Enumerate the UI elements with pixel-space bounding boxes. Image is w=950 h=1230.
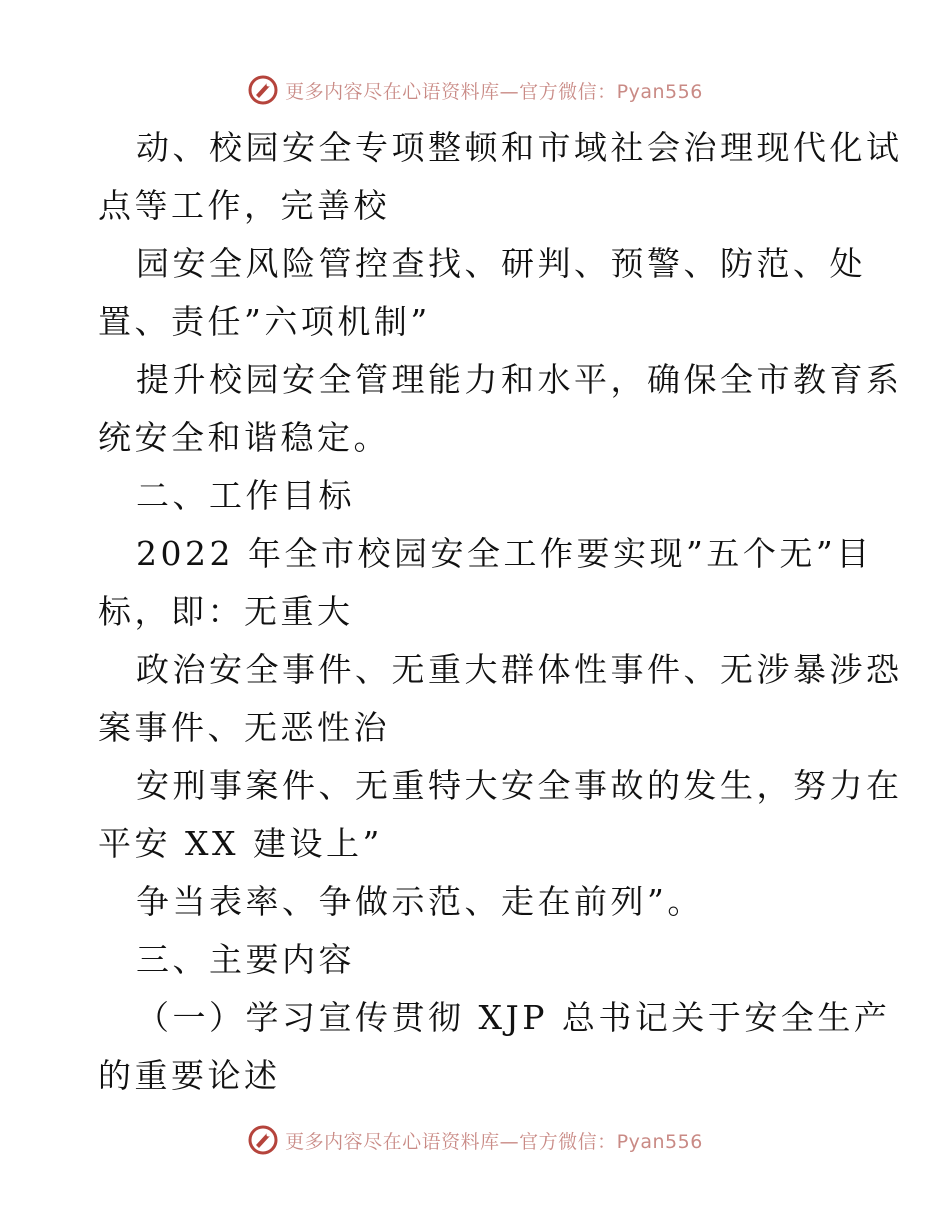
text-line: 政治安全事件、无重大群体性事件、无涉暴涉恐: [136, 650, 903, 689]
text-line: 的重要论述: [98, 1056, 281, 1095]
header-watermark: [0, 70, 950, 110]
text-line: 点等工作，完善校: [98, 186, 390, 225]
watermark-text: 更多内容尽在心语资料库—官方微信：Pyan556: [285, 1130, 703, 1153]
text-line: 案事件、无恶性治: [98, 708, 390, 747]
watermark-text: 更多内容尽在心语资料库—官方微信：Pyan556: [285, 80, 703, 103]
text-line: 提升校园安全管理能力和水平，确保全市教育系: [136, 360, 903, 399]
text-line: 平安 XX 建设上”: [98, 824, 383, 863]
seal-logo-icon: [247, 74, 279, 106]
text-line: 争当表率、争做示范、走在前列”。: [136, 882, 704, 921]
section-heading: 二、工作目标: [136, 476, 355, 515]
text-line: 统安全和谐稳定。: [98, 418, 390, 457]
text-line: 标，即：无重大: [98, 592, 354, 631]
document-body: [98, 119, 903, 1105]
text-line: 2022 年全市校园安全工作要实现”五个无”目: [136, 534, 873, 573]
subsection-heading: （一）学习宣传贯彻 XJP 总书记关于安全生产: [136, 998, 891, 1037]
text-line: 安刑事案件、无重特大安全事故的发生，努力在: [136, 766, 903, 805]
seal-logo-icon: [247, 1124, 279, 1156]
section-heading: 三、主要内容: [136, 940, 355, 979]
text-line: 动、校园安全专项整顿和市域社会治理现代化试: [136, 128, 903, 167]
text-line: 置、责任”六项机制”: [98, 302, 431, 341]
text-line: 园安全风险管控查找、研判、预警、防范、处: [136, 244, 866, 283]
footer-watermark: [0, 1120, 950, 1160]
